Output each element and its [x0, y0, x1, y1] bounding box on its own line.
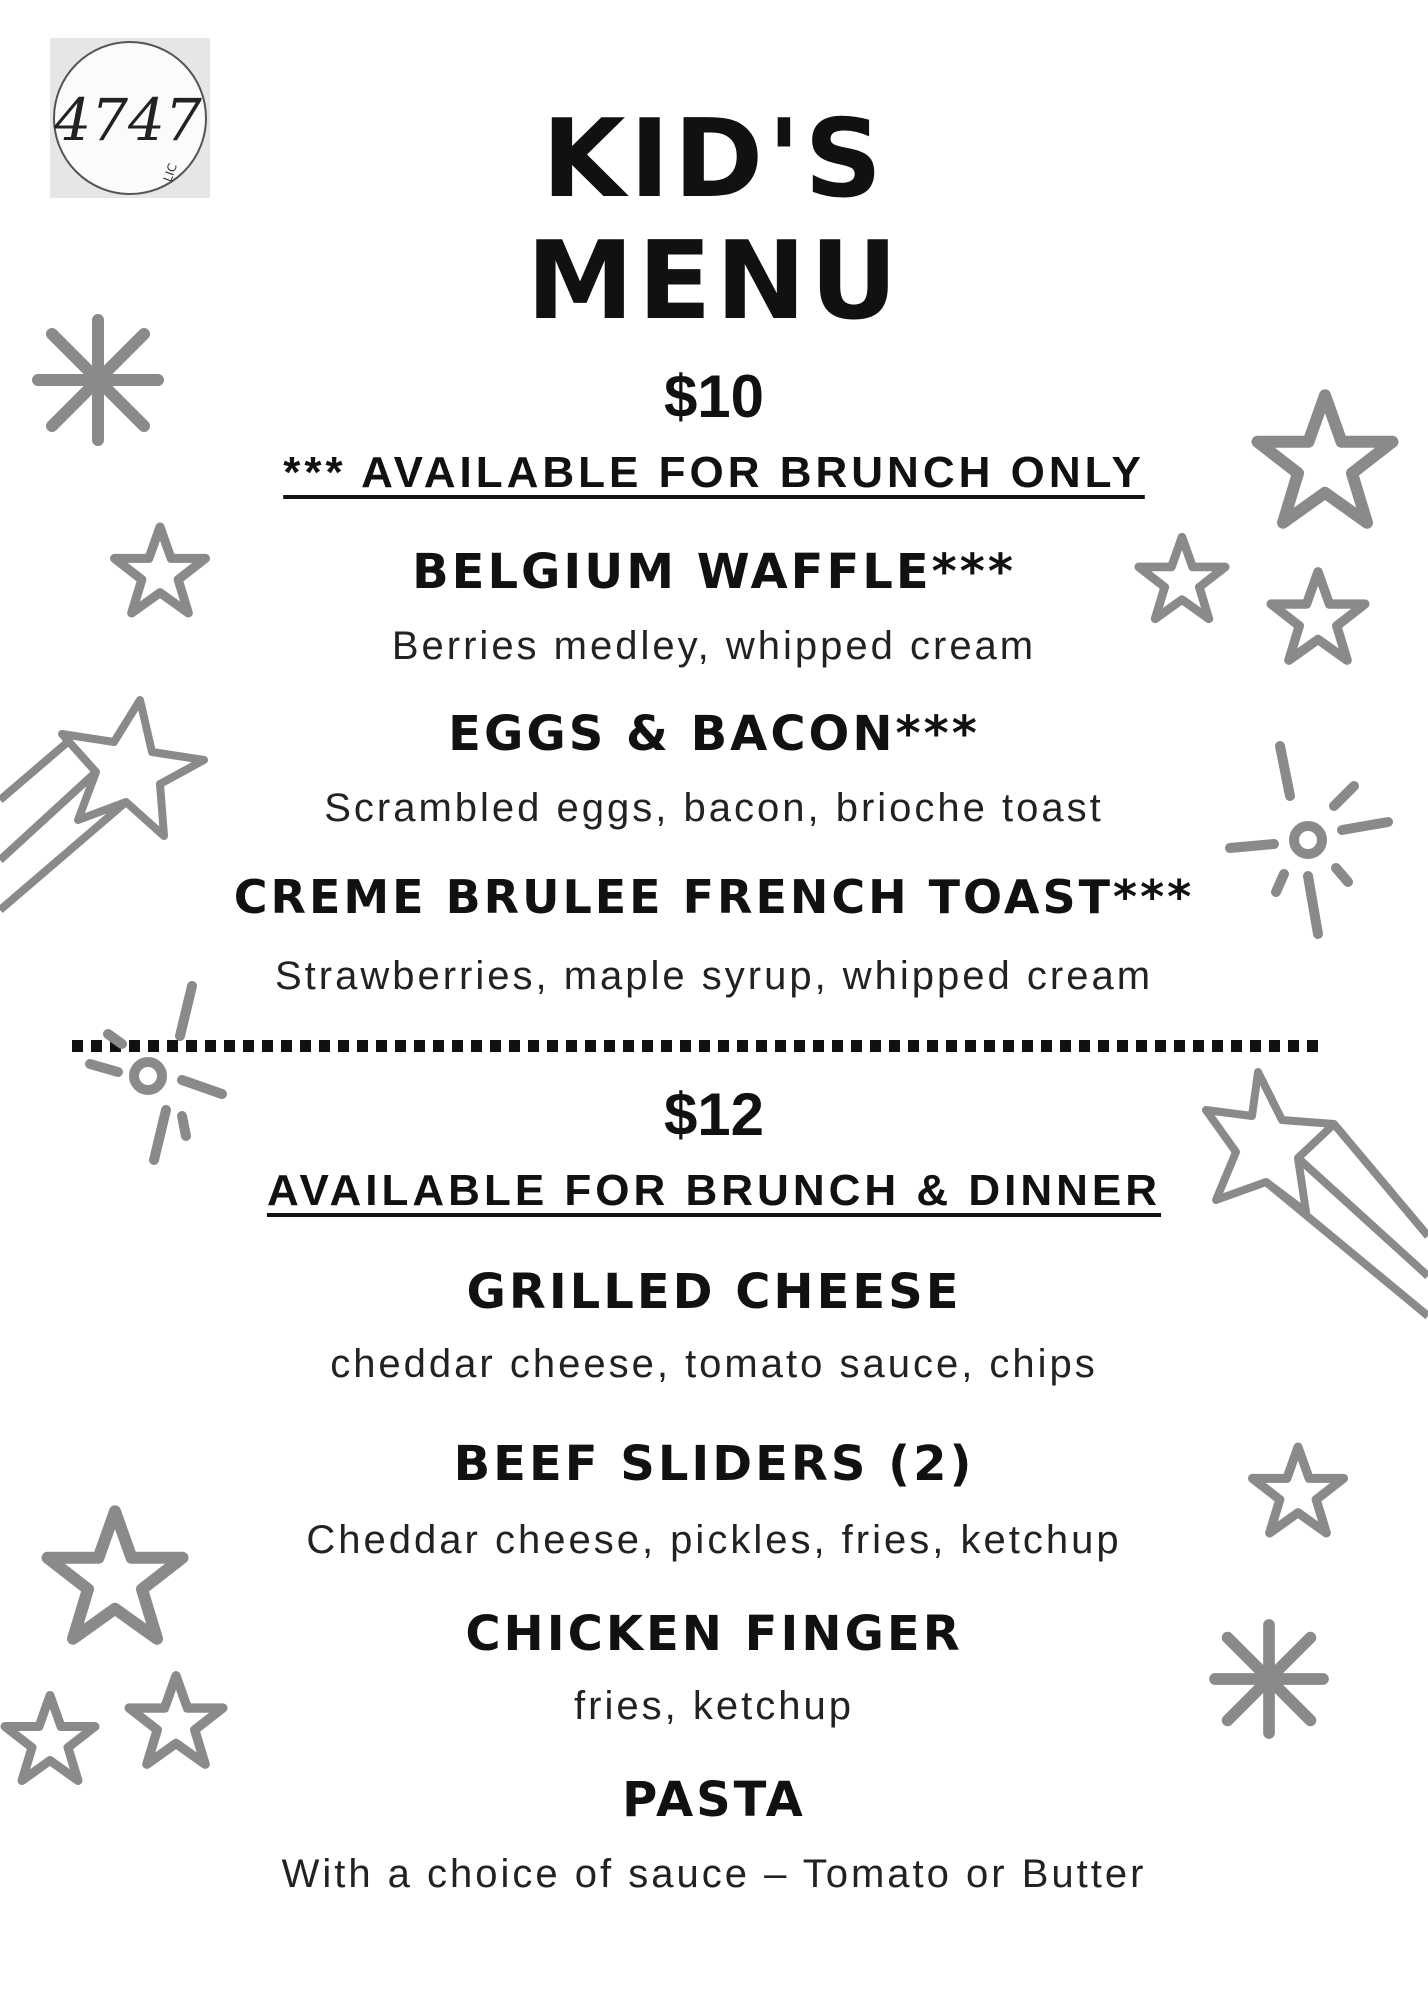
- menu-item-desc: Scrambled eggs, bacon, brioche toast: [324, 786, 1104, 830]
- menu-item-desc: With a choice of sauce – Tomato or Butter: [281, 1852, 1147, 1896]
- section1-availability: *** AVAILABLE FOR BRUNCH ONLY: [283, 448, 1145, 497]
- menu-item-desc: Berries medley, whipped cream: [391, 624, 1037, 668]
- star-outline-icon: [108, 522, 212, 618]
- asterisk-doodle-icon: [28, 310, 168, 450]
- star-outline-icon: [1134, 530, 1230, 626]
- menu-item-desc: Strawberries, maple syrup, whipped cream: [274, 954, 1154, 998]
- menu-item-desc: cheddar cheese, tomato sauce, chips: [330, 1342, 1098, 1386]
- shooting-star-icon: [1202, 1066, 1428, 1326]
- sun-doodle-icon: [1224, 736, 1394, 946]
- logo-text: 4747: [54, 86, 202, 154]
- logo-suffix: LIC: [160, 161, 181, 184]
- menu-item-name: CREME BRULEE FRENCH TOAST***: [233, 870, 1195, 924]
- star-outline-icon: [124, 1670, 228, 1770]
- menu-item-name: EGGS & BACON***: [448, 706, 980, 762]
- shooting-star-icon: [0, 690, 210, 920]
- star-outline-icon: [1250, 384, 1400, 534]
- menu-item-name: BEEF SLIDERS (2): [453, 1436, 975, 1492]
- sun-doodle-icon: [82, 976, 232, 1176]
- section1-price: $10: [663, 363, 765, 430]
- star-outline-icon: [1266, 566, 1370, 666]
- menu-item-desc: Cheddar cheese, pickles, fries, ketchup: [306, 1518, 1122, 1562]
- menu-item-name: BELGIUM WAFFLE***: [412, 544, 1016, 600]
- star-outline-icon: [40, 1500, 190, 1650]
- section2-price: $12: [663, 1081, 765, 1148]
- section2-availability: AVAILABLE FOR BRUNCH & DINNER: [266, 1166, 1162, 1215]
- star-outline-icon: [1246, 1442, 1350, 1538]
- menu-item-desc: fries, ketchup: [574, 1684, 854, 1728]
- menu-item-name: CHICKEN FINGER: [465, 1606, 963, 1662]
- menu-title-line1: KID'S: [541, 97, 887, 222]
- menu-title-line2: MENU: [526, 219, 902, 344]
- menu-item-name: PASTA: [622, 1772, 806, 1828]
- asterisk-doodle-icon: [1206, 1616, 1332, 1742]
- star-outline-icon: [0, 1690, 100, 1786]
- menu-item-name: GRILLED CHEESE: [466, 1264, 962, 1320]
- dotted-divider: [72, 1040, 1324, 1052]
